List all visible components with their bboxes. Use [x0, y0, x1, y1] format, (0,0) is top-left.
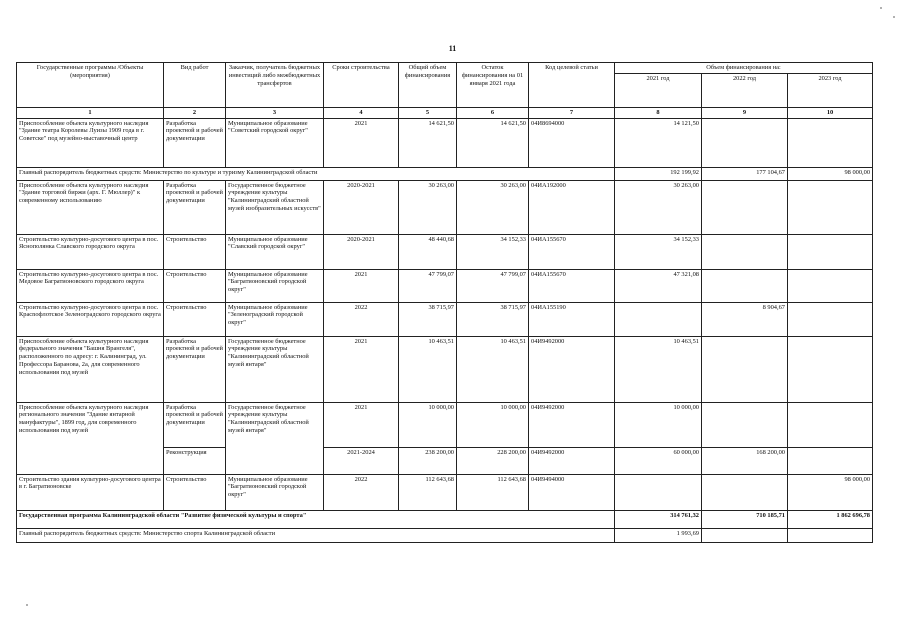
amount-2022	[702, 234, 788, 269]
table-row	[17, 269, 873, 302]
col-number: 8	[615, 107, 702, 118]
header-total: Общий объем финансирования	[399, 63, 457, 108]
amount-2022	[702, 269, 788, 302]
col-number: 4	[324, 107, 399, 118]
amount-2023	[788, 447, 873, 474]
header-work-type: Вид работ	[164, 63, 226, 108]
amount-2023	[788, 302, 873, 336]
total-amount: 112 643,68	[399, 474, 457, 510]
amount-2021: 10 463,51	[615, 336, 702, 402]
header-code: Код целевой статьи	[529, 63, 615, 108]
header-2022: 2022 год	[702, 73, 788, 107]
financing-table	[16, 62, 873, 543]
amount-2022	[702, 474, 788, 510]
term: 2020-2021	[324, 180, 399, 234]
target-code: 04ИА192000	[529, 180, 615, 234]
distributor-label: Главный распорядитель бюджетных средств: Министерство по культуре и туризму Калининградской области	[17, 167, 615, 180]
work-type: Строительство	[164, 474, 226, 510]
work-type: Строительство	[164, 234, 226, 269]
remainder-amount: 30 263,00	[457, 180, 529, 234]
remainder-amount: 228 200,00	[457, 447, 529, 474]
header-2021: 2021 год	[615, 73, 702, 107]
header-row	[17, 63, 873, 74]
term: 2020-2021	[324, 234, 399, 269]
remainder-amount: 10 463,51	[457, 336, 529, 402]
col-number: 5	[399, 107, 457, 118]
amount-2023	[788, 269, 873, 302]
target-code: 04ИА155670	[529, 234, 615, 269]
amount-2021: 314 761,32	[615, 510, 702, 528]
program-label: Государственная программа Калининградской области "Развитие физической культуры и спорта"	[17, 510, 615, 528]
customer: Муниципальное образование "Славский городской округ"	[226, 234, 324, 269]
amount-2021: 14 121,50	[615, 118, 702, 167]
object-name: Приспособление объекта культурного наследия "Здание торговой биржи (арх. Г. Мюллер)" к современному использованию	[17, 180, 164, 234]
object-name: Строительство культурно-досугового центра в пос. Медовое Багратионовского городского округа	[17, 269, 164, 302]
total-amount: 10 000,00	[399, 402, 457, 447]
customer: Муниципальное образование "Советский городской округ"	[226, 118, 324, 167]
table-row	[17, 474, 873, 510]
target-code: 04И9492000	[529, 402, 615, 447]
total-amount: 30 263,00	[399, 180, 457, 234]
term: 2022	[324, 302, 399, 336]
target-code: 04И9492000	[529, 447, 615, 474]
total-amount: 14 621,50	[399, 118, 457, 167]
distributor-label: Главный распорядитель бюджетных средств: Министерство спорта Калининградской области	[17, 528, 615, 542]
table-row	[17, 118, 873, 167]
customer: Государственное бюджетное учреждение культуры "Калининградский областной музей изобразительных искусств"	[226, 180, 324, 234]
work-type: Разработка проектной и рабочей документации	[164, 402, 226, 447]
amount-2021: 47 321,08	[615, 269, 702, 302]
work-type: Реконструкция	[164, 447, 226, 474]
customer: Государственное бюджетное учреждение культуры "Калининградский областной музей янтаря"	[226, 402, 324, 474]
amount-2021: 10 000,00	[615, 402, 702, 447]
object-name: Приспособление объекта культурного наследия федерального значения "Башня Врангеля", расположенного по адресу: г. Калининград, ул. Профессора Баранова, 2а, для современного использования под музей	[17, 336, 164, 402]
header-customer: Заказчик, получатель бюджетных инвестиций либо межбюджетных трансфертов	[226, 63, 324, 108]
col-number: 1	[17, 107, 164, 118]
term: 2021	[324, 269, 399, 302]
remainder-amount: 34 152,33	[457, 234, 529, 269]
target-code: 04ИА155190	[529, 302, 615, 336]
target-code: 04И9494000	[529, 474, 615, 510]
amount-2022: 8 904,67	[702, 302, 788, 336]
term: 2021	[324, 402, 399, 447]
col-number: 2	[164, 107, 226, 118]
amount-2021: 30 263,00	[615, 180, 702, 234]
work-type: Строительство	[164, 302, 226, 336]
customer: Муниципальное образование "Зеленоградский городской округ"	[226, 302, 324, 336]
amount-2022	[702, 528, 788, 542]
remainder-amount: 112 643,68	[457, 474, 529, 510]
target-code: 04И9492000	[529, 336, 615, 402]
customer: Государственное бюджетное учреждение культуры "Калининградский областной музей янтаря"	[226, 336, 324, 402]
table-row	[17, 234, 873, 269]
target-code: 04И8694000	[529, 118, 615, 167]
header-2023: 2023 год	[788, 73, 873, 107]
term: 2022	[324, 474, 399, 510]
work-type: Разработка проектной и рабочей документации	[164, 118, 226, 167]
amount-2021	[615, 302, 702, 336]
table-row	[17, 402, 873, 447]
total-amount: 10 463,51	[399, 336, 457, 402]
distributor-row	[17, 528, 873, 542]
col-number: 3	[226, 107, 324, 118]
amount-2022: 710 185,71	[702, 510, 788, 528]
amount-2023: 98 000,00	[788, 474, 873, 510]
table-row	[17, 302, 873, 336]
amount-2023	[788, 528, 873, 542]
amount-2022: 168 200,00	[702, 447, 788, 474]
remainder-amount: 10 000,00	[457, 402, 529, 447]
remainder-amount: 14 621,50	[457, 118, 529, 167]
amount-2021	[615, 474, 702, 510]
term: 2021-2024	[324, 447, 399, 474]
amount-2023	[788, 234, 873, 269]
remainder-amount: 47 799,07	[457, 269, 529, 302]
amount-2022	[702, 180, 788, 234]
object-name: Строительство культурно-досугового центра в пос. Красnoфлотское Зеленоградского городского округа	[17, 302, 164, 336]
customer: Муниципальное образование "Багратионовский городской округ"	[226, 474, 324, 510]
total-amount: 48 440,68	[399, 234, 457, 269]
term: 2021	[324, 336, 399, 402]
work-type: Разработка проектной и рабочей документации	[164, 336, 226, 402]
page-number: 11	[448, 44, 457, 53]
amount-2023: 1 862 696,78	[788, 510, 873, 528]
column-numbers-row	[17, 107, 873, 118]
col-number: 9	[702, 107, 788, 118]
total-amount: 47 799,07	[399, 269, 457, 302]
col-number: 10	[788, 107, 873, 118]
object-name: Строительство здания культурно-досугового центра в г. Багратионовске	[17, 474, 164, 510]
object-name: Приспособление объекта культурного наследия регионального значения "Здание янтарной мануфактуры", 1899 год, для современного использования под музей	[17, 402, 164, 474]
object-name: Приспособление объекта культурного наследия "Здание театра Королевы Луизы 1909 года в г. Советске" под музейно-выставочный центр	[17, 118, 164, 167]
remainder-amount: 38 715,97	[457, 302, 529, 336]
amount-2021: 192 199,92	[615, 167, 702, 180]
amount-2023	[788, 180, 873, 234]
header-program: Государственные программы /Объекты (мероприятия)	[17, 63, 164, 108]
term: 2021	[324, 118, 399, 167]
amount-2022	[702, 336, 788, 402]
amount-2023: 98 000,00	[788, 167, 873, 180]
amount-2021: 1 993,69	[615, 528, 702, 542]
header-terms: Сроки строительства	[324, 63, 399, 108]
amount-2022	[702, 402, 788, 447]
amount-2023	[788, 118, 873, 167]
customer: Муниципальное образование "Багратионовский городской округ"	[226, 269, 324, 302]
target-code: 04ИА155670	[529, 269, 615, 302]
amount-2023	[788, 402, 873, 447]
col-number: 6	[457, 107, 529, 118]
distributor-row	[17, 167, 873, 180]
total-amount: 38 715,97	[399, 302, 457, 336]
amount-2022: 177 104,67	[702, 167, 788, 180]
table-row	[17, 336, 873, 402]
total-amount: 238 200,00	[399, 447, 457, 474]
work-type: Строительство	[164, 269, 226, 302]
header-remainder: Остаток финансирования на 01 января 2021 года	[457, 63, 529, 108]
amount-2021: 60 000,00	[615, 447, 702, 474]
amount-2023	[788, 336, 873, 402]
work-type: Разработка проектной и рабочей документации	[164, 180, 226, 234]
amount-2022	[702, 118, 788, 167]
object-name: Строительство культурно-досугового центра в пос. Яснополянка Славского городского округа	[17, 234, 164, 269]
col-number: 7	[529, 107, 615, 118]
amount-2021: 34 152,33	[615, 234, 702, 269]
program-total-row	[17, 510, 873, 528]
header-volume: Объем финансирования на:	[615, 63, 873, 74]
table-row	[17, 180, 873, 234]
